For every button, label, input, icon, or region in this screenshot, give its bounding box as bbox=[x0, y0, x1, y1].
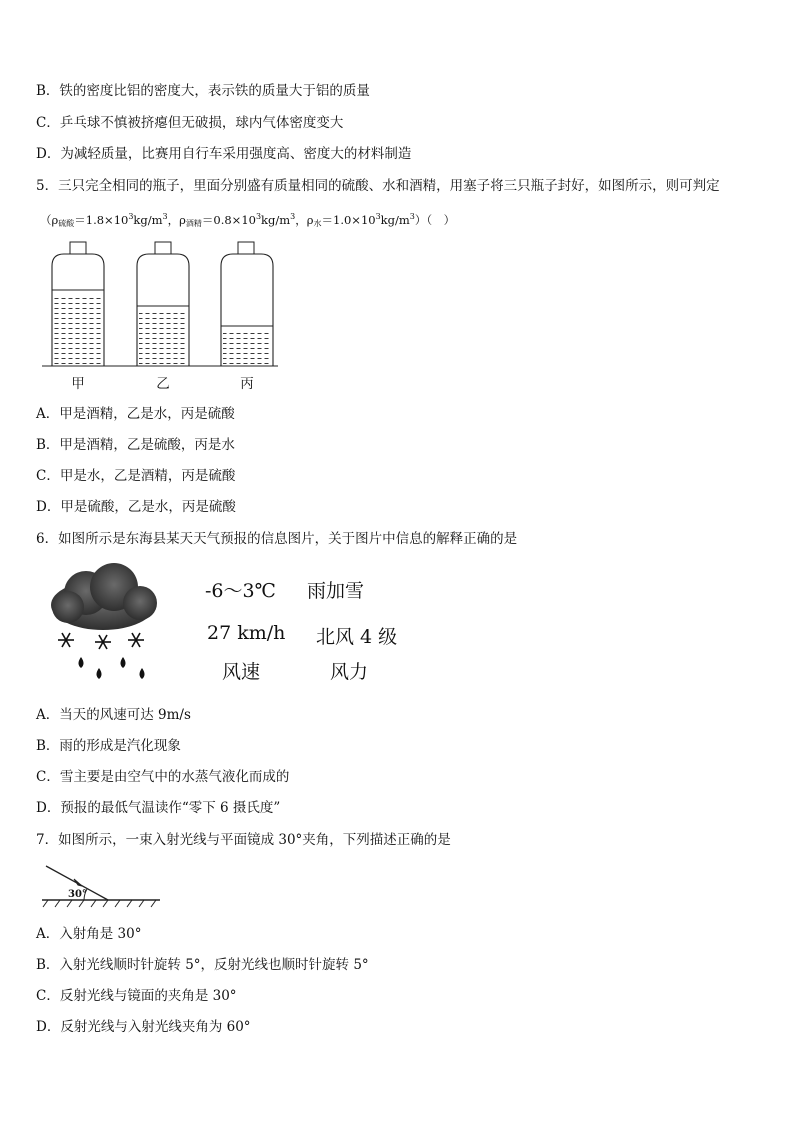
bottle-jia bbox=[52, 242, 104, 366]
q7-option-a: A．入射角是 30° bbox=[36, 926, 142, 942]
q6-option-b: B．雨的形成是汽化现象 bbox=[36, 738, 181, 754]
bottle-label-jia: 甲 bbox=[71, 376, 85, 392]
bottle-label-yi: 乙 bbox=[156, 376, 170, 392]
q5-option-a: A．甲是酒精，乙是水，丙是硫酸 bbox=[36, 406, 235, 422]
bottle-bing bbox=[221, 242, 273, 366]
q6-option-d: D．预报的最低气温读作“零下 6 摄氏度” bbox=[36, 800, 281, 816]
q5-option-d: D．甲是硫酸，乙是水，丙是硫酸 bbox=[36, 499, 236, 515]
forecast-weather: 雨加雪 bbox=[307, 580, 365, 602]
q5-option-c: C．甲是水，乙是酒精，丙是硫酸 bbox=[36, 468, 236, 484]
q7-option-d: D．反射光线与入射光线夹角为 60° bbox=[36, 1019, 251, 1035]
q7-option-b: B．入射光线顺时针旋转 5°，反射光线也顺时针旋转 5° bbox=[36, 957, 369, 973]
q7-stem: 7．如图所示，一束入射光线与平面镜成 30°夹角，下列描述正确的是 bbox=[36, 832, 451, 848]
q5-stem: 5．三只完全相同的瓶子，里面分别盛有质量相同的硫酸、水和酒精，用塞子将三只瓶子封好，如图所示，则可判定 bbox=[36, 178, 720, 194]
forecast-wind-force: 北风 4 级 bbox=[316, 626, 398, 648]
cloud-snow-rain-icon bbox=[48, 563, 163, 683]
forecast-temperature: -6～3℃ bbox=[205, 580, 276, 602]
q5-option-b: B．甲是酒精，乙是硫酸，丙是水 bbox=[36, 437, 235, 453]
q6-option-a: A．当天的风速可达 9m/s bbox=[36, 707, 191, 723]
bottles-figure bbox=[40, 236, 280, 396]
q4-option-d: D．为减轻质量，比赛用自行车采用强度高、密度大的材料制造 bbox=[36, 146, 412, 162]
bottle-label-bing: 丙 bbox=[240, 376, 254, 392]
forecast-wind-speed: 27 km/h bbox=[207, 622, 286, 644]
mirror-ray-figure bbox=[38, 862, 168, 912]
bottle-yi bbox=[137, 242, 189, 366]
q4-option-c: C．乒乓球不慎被挤瘪但无破损，球内气体密度变大 bbox=[36, 115, 344, 131]
q4-option-b: B．铁的密度比铝的密度大，表示铁的质量大于铝的质量 bbox=[36, 83, 370, 99]
forecast-speed-label: 风速 bbox=[222, 661, 261, 683]
forecast-force-label: 风力 bbox=[330, 661, 369, 683]
q6-option-c: C．雪主要是由空气中的水蒸气液化而成的 bbox=[36, 769, 290, 785]
q5-densities: （$\rho_{硫酸}=1.8\times 10^3kg/m^3$，$\rho_{酒精}=0.8\times 10^3kg/m^3$，$\rho_水=1.0\times 10^3kg/m^3$）（ ） bbox=[40, 212, 456, 228]
q6-stem: 6．如图所示是东海县某天天气预报的信息图片，关于图片中信息的解释正确的是 bbox=[36, 531, 518, 547]
angle-label: 30° bbox=[68, 889, 87, 900]
q7-option-c: C．反射光线与镜面的夹角是 30° bbox=[36, 988, 237, 1004]
